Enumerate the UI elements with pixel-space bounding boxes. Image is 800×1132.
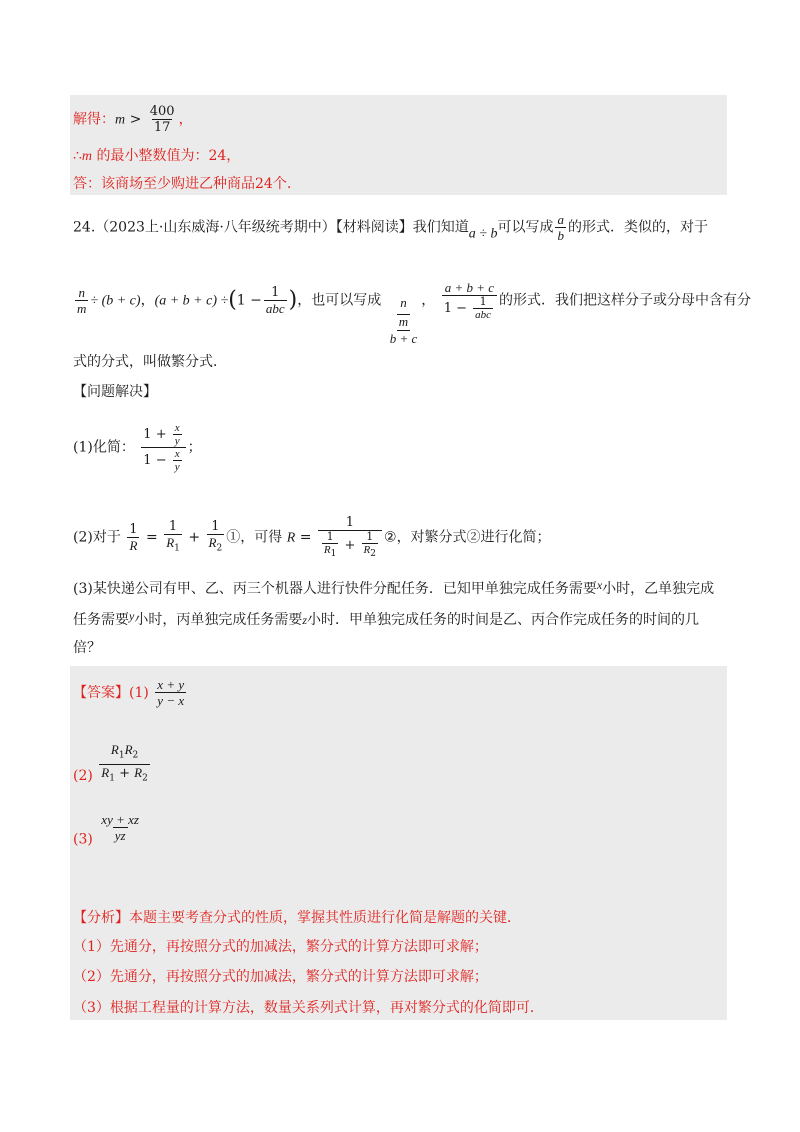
question-line-3: 式的分式，叫做繁分式． bbox=[73, 354, 227, 370]
answer-2-fraction: $\frac{R_1R_2}{R_1 + R_2}$ bbox=[99, 742, 150, 786]
answer-3-fraction: $\frac{xy + xz}{yz}$ bbox=[101, 812, 139, 843]
answer-1-fraction: $\frac{x + y}{y - x}$ bbox=[157, 677, 185, 708]
problem-3-line-3: 倍？ bbox=[73, 640, 101, 656]
problem-heading: 【问题解决】 bbox=[73, 384, 157, 400]
problem-1: (1)化简： 1 + $\frac{x}{y}$ 1 − $\frac{x}{y}$ ； bbox=[73, 422, 202, 473]
analysis-step-1: （1）先通分，再按照分式的加减法，繁分式的计算方法即可求解； bbox=[73, 939, 488, 955]
fraction-n-m: $\frac{n}{m}$ bbox=[77, 285, 87, 316]
analysis: 【分析】本题主要考查分式的性质，掌握其性质进行化简是解题的关键． bbox=[73, 910, 521, 926]
problem-3-line-2: 任务需要y小时，丙单独完成任务需要z小时．甲单独完成任务的时间是乙、丙合作完成任务的时间的几 bbox=[73, 609, 699, 628]
solution-line-3: 答：该商场至少购进乙种商品24个. bbox=[73, 176, 292, 192]
problem-3-line-1: (3)某快递公司有甲、乙、丙三个机器人进行快件分配任务．已知甲单独完成任务需要x小时，乙单独完成 bbox=[73, 578, 715, 597]
fraction-a-b: $\frac{a}{b}$ bbox=[557, 212, 564, 243]
complex-fraction-R: 1 $\frac{1}{R_1}$ + $\frac{1}{R_2}$ bbox=[318, 515, 382, 560]
complex-fraction-n-m-over-bc: n m b + c bbox=[389, 294, 418, 346]
problem-2: (2)对于 $\frac{1}{R}$ = $\frac{1}{R_1}$ + $\frac{1}{R_2}$ ①，可得 R = 1 $\frac{1}{R_1}$ + $\frac{1}{R_2}$ ②，对繁分式②进行化简； bbox=[73, 515, 551, 560]
fraction-400-17: $\frac{400}{17}$ bbox=[149, 104, 175, 135]
analysis-step-2: （2）先通分，再按照分式的加减法，繁分式的计算方法即可求解； bbox=[73, 969, 488, 985]
question-line-2: $\frac{n}{m}$ ÷ (b + c)，(a + b + c) ÷(1 − $\frac{1}{\text{abc}}$ )，也可以写成 n m b + c ， a + b + c 1 − $\frac{1}{\text{abc}}$ 的形式．我们把这样分子或分母中含有分 bbox=[77, 280, 752, 346]
analysis-step-3: （3）根据工程量的计算方法，数量关系列式计算，再对繁分式的化简即可． bbox=[73, 1000, 544, 1016]
answer-2: (2) $\frac{R_1R_2}{R_1 + R_2}$ bbox=[73, 742, 152, 786]
fraction-1-abc: $\frac{1}{\text{abc}}$ bbox=[265, 285, 285, 316]
complex-fraction-abc: a + b + c 1 − $\frac{1}{\text{abc}}$ bbox=[442, 280, 497, 321]
solution-line-1: 解得：m > $\frac{400}{17}$ ， bbox=[73, 104, 193, 135]
answer-1: 【答案】(1) $\frac{x + y}{y - x}$ bbox=[73, 677, 185, 708]
question-line-1: 24.（2023上·山东威海·八年级统考期中）【材料阅读】我们知道a ÷ b可以写成 $\frac{a}{b}$ 的形式．类似的，对于 bbox=[73, 212, 708, 243]
complex-fraction-p1: 1 + $\frac{x}{y}$ 1 − $\frac{x}{y}$ bbox=[141, 422, 185, 473]
answer-3: (3) $\frac{xy + xz}{yz}$ bbox=[73, 812, 139, 848]
solution-line-2: ∴m 的最小整数值为：24， bbox=[73, 148, 241, 164]
